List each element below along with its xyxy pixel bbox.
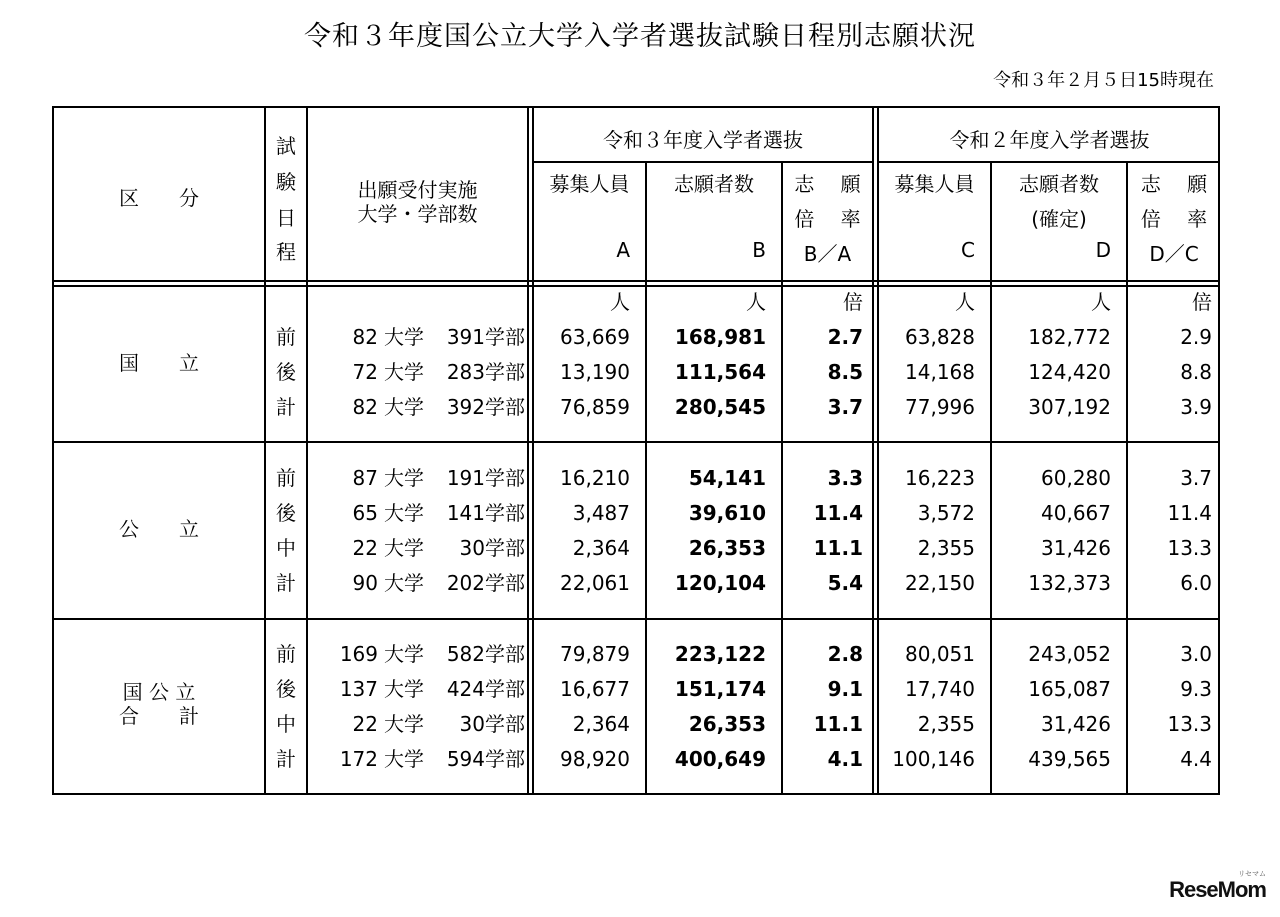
cell-dc: 4.4 [1180, 747, 1212, 771]
cell-daigaku-unit: 大学 [384, 501, 424, 525]
cell-d: 60,280 [1041, 466, 1111, 490]
header-r3-boshu-code: A [616, 238, 630, 262]
logo-text-b: Mom [1217, 877, 1266, 902]
cell-daigaku-unit: 大学 [384, 712, 424, 736]
header-r2-boshu: 募集人員 [894, 172, 975, 196]
cell-ba: 3.7 [827, 395, 863, 419]
section-label-total-2: 合 計 [119, 704, 199, 728]
cell-gakubu: 191 [446, 466, 485, 490]
cell-a: 79,879 [560, 642, 630, 666]
cell-gakubu-unit: 学部 [485, 395, 525, 419]
header-r3-shigan: 志願者数 [674, 172, 754, 196]
cell-gakubu: 202 [446, 571, 485, 595]
header-r3-group: 令和３年度入学者選抜 [603, 128, 803, 152]
cell-b: 168,981 [674, 325, 766, 349]
cell-dc: 11.4 [1167, 501, 1212, 525]
cell-gakubu-unit: 学部 [485, 677, 525, 701]
cell-b: 26,353 [688, 536, 766, 560]
cell-b: 120,104 [674, 571, 766, 595]
cell-b: 111,564 [674, 360, 766, 384]
cell-ba: 9.1 [827, 677, 863, 701]
cell-d: 243,052 [1028, 642, 1111, 666]
header-nittei-4: 程 [276, 240, 296, 264]
header-r2-boshu-code: C [961, 238, 975, 262]
cell-daigaku-unit: 大学 [384, 536, 424, 560]
cell-daigaku: 82 [352, 395, 378, 419]
header-nittei-3: 日 [276, 206, 296, 230]
cell-b: 223,122 [674, 642, 766, 666]
cell-daigaku: 72 [352, 360, 378, 384]
cell-daigaku: 87 [352, 466, 378, 490]
header-r3-bairitsu-2: 倍 率 [794, 207, 861, 231]
cell-gakubu: 424 [446, 677, 485, 701]
header-r2-bairitsu-2: 倍 率 [1140, 207, 1208, 231]
cell-daigaku: 90 [352, 571, 378, 595]
divider [54, 618, 1220, 620]
header-jisshi-2: 大学・学部数 [357, 202, 478, 226]
cell-gakubu: 594 [446, 747, 485, 771]
cell-b: 280,545 [674, 395, 766, 419]
cell-dc: 6.0 [1180, 571, 1212, 595]
cell-nittei: 計 [276, 395, 296, 419]
header-r3-bairitsu-1: 志 願 [794, 172, 861, 196]
cell-ba: 2.8 [827, 642, 863, 666]
divider [872, 108, 874, 793]
cell-gakubu: 392 [446, 395, 485, 419]
cell-c: 22,150 [905, 571, 975, 595]
cell-a: 2,364 [572, 712, 630, 736]
cell-gakubu: 141 [446, 501, 485, 525]
cell-ba: 11.4 [813, 501, 863, 525]
cell-daigaku-unit: 大学 [384, 360, 424, 384]
cell-ba: 5.4 [827, 571, 863, 595]
cell-c: 100,146 [892, 747, 975, 771]
cell-gakubu: 30 [459, 712, 485, 736]
cell-daigaku: 169 [339, 642, 378, 666]
divider [877, 161, 1220, 163]
cell-ba: 2.7 [827, 325, 863, 349]
cell-gakubu-unit: 学部 [485, 536, 525, 560]
cell-a: 22,061 [560, 571, 630, 595]
cell-daigaku-unit: 大学 [384, 642, 424, 666]
cell-a: 76,859 [560, 395, 630, 419]
cell-daigaku-unit: 大学 [384, 395, 424, 419]
cell-daigaku: 137 [339, 677, 378, 701]
cell-d: 124,420 [1028, 360, 1111, 384]
header-r2-group: 令和２年度入学者選抜 [949, 128, 1150, 152]
cell-nittei: 中 [276, 712, 296, 736]
header-r3-bairitsu-code: B／A [803, 242, 852, 266]
cell-dc: 13.3 [1167, 712, 1212, 736]
cell-gakubu-unit: 学部 [485, 747, 525, 771]
unit-nin: 人 [610, 290, 630, 314]
cell-c: 3,572 [917, 501, 975, 525]
header-r3-boshu: 募集人員 [549, 172, 630, 196]
header-r2-bairitsu-1: 志 願 [1140, 172, 1208, 196]
logo-tag: リセマム [1238, 871, 1266, 878]
header-nittei-1: 試 [276, 134, 296, 158]
cell-gakubu: 391 [446, 325, 485, 349]
cell-gakubu-unit: 学部 [485, 571, 525, 595]
cell-daigaku-unit: 大学 [384, 325, 424, 349]
cell-dc: 8.8 [1180, 360, 1212, 384]
cell-nittei: 前 [276, 325, 296, 349]
unit-bai: 倍 [843, 290, 863, 314]
header-kubun: 区 分 [119, 186, 199, 210]
cell-nittei: 後 [276, 360, 296, 384]
logo-text-a: Rese [1169, 877, 1218, 902]
cell-daigaku-unit: 大学 [384, 466, 424, 490]
cell-d: 40,667 [1041, 501, 1111, 525]
cell-nittei: 後 [276, 501, 296, 525]
cell-b: 26,353 [688, 712, 766, 736]
cell-daigaku: 65 [352, 501, 378, 525]
cell-gakubu-unit: 学部 [485, 642, 525, 666]
unit-nin: 人 [955, 290, 975, 314]
cell-d: 182,772 [1028, 325, 1111, 349]
cell-c: 2,355 [917, 536, 975, 560]
cell-nittei: 後 [276, 677, 296, 701]
cell-gakubu-unit: 学部 [485, 712, 525, 736]
header-jisshi-1: 出願受付実施 [357, 178, 478, 202]
cell-c: 17,740 [905, 677, 975, 701]
cell-c: 14,168 [905, 360, 975, 384]
cell-gakubu: 283 [446, 360, 485, 384]
cell-ba: 3.3 [827, 466, 863, 490]
cell-a: 2,364 [572, 536, 630, 560]
cell-a: 16,677 [560, 677, 630, 701]
cell-dc: 2.9 [1180, 325, 1212, 349]
cell-a: 13,190 [560, 360, 630, 384]
cell-ba: 8.5 [827, 360, 863, 384]
unit-nin: 人 [746, 290, 766, 314]
cell-daigaku: 82 [352, 325, 378, 349]
cell-c: 2,355 [917, 712, 975, 736]
cell-dc: 9.3 [1180, 677, 1212, 701]
cell-gakubu-unit: 学部 [485, 466, 525, 490]
cell-d: 31,426 [1041, 712, 1111, 736]
header-r2-shigan-code: D [1095, 238, 1111, 262]
divider [527, 108, 529, 793]
cell-a: 98,920 [560, 747, 630, 771]
cell-nittei: 前 [276, 466, 296, 490]
cell-dc: 3.9 [1180, 395, 1212, 419]
cell-d: 307,192 [1028, 395, 1111, 419]
cell-dc: 3.0 [1180, 642, 1212, 666]
header-r2-shigan: 志願者数 [1019, 172, 1099, 196]
cell-ba: 11.1 [813, 536, 863, 560]
cell-a: 3,487 [572, 501, 630, 525]
as-of-date: 令和３年２月５日15時現在 [993, 70, 1214, 91]
header-r3-shigan-code: B [752, 238, 766, 262]
cell-gakubu-unit: 学部 [485, 325, 525, 349]
section-label-total-1: 国 公 立 [122, 680, 196, 704]
header-r2-shigan-sub: (確定) [1031, 207, 1087, 231]
cell-b: 400,649 [674, 747, 766, 771]
cell-nittei: 計 [276, 571, 296, 595]
cell-c: 80,051 [905, 642, 975, 666]
cell-daigaku: 172 [339, 747, 378, 771]
cell-gakubu-unit: 学部 [485, 360, 525, 384]
cell-d: 31,426 [1041, 536, 1111, 560]
cell-gakubu: 582 [446, 642, 485, 666]
header-nittei-2: 験 [276, 170, 296, 194]
cell-c: 16,223 [905, 466, 975, 490]
cell-d: 165,087 [1028, 677, 1111, 701]
resemom-logo [1169, 871, 1266, 903]
unit-nin: 人 [1091, 290, 1111, 314]
divider [54, 280, 1220, 282]
cell-b: 54,141 [688, 466, 766, 490]
cell-gakubu: 30 [459, 536, 485, 560]
cell-a: 16,210 [560, 466, 630, 490]
cell-a: 63,669 [560, 325, 630, 349]
cell-nittei: 計 [276, 747, 296, 771]
cell-ba: 4.1 [827, 747, 863, 771]
cell-daigaku: 22 [352, 536, 378, 560]
application-status-table [52, 106, 1220, 795]
cell-b: 39,610 [688, 501, 766, 525]
page-title: 令和３年度国公立大学入学者選抜試験日程別志願状況 [304, 21, 976, 52]
cell-ba: 11.1 [813, 712, 863, 736]
cell-gakubu-unit: 学部 [485, 501, 525, 525]
cell-b: 151,174 [674, 677, 766, 701]
cell-c: 77,996 [905, 395, 975, 419]
cell-nittei: 前 [276, 642, 296, 666]
cell-c: 63,828 [905, 325, 975, 349]
cell-d: 439,565 [1028, 747, 1111, 771]
cell-dc: 3.7 [1180, 466, 1212, 490]
section-label-kokuritsu: 国 立 [119, 351, 199, 375]
divider [54, 441, 1220, 443]
header-r2-bairitsu-code: D／C [1149, 242, 1199, 266]
cell-daigaku-unit: 大学 [384, 571, 424, 595]
cell-d: 132,373 [1028, 571, 1111, 595]
cell-nittei: 中 [276, 536, 296, 560]
cell-daigaku: 22 [352, 712, 378, 736]
cell-dc: 13.3 [1167, 536, 1212, 560]
cell-daigaku-unit: 大学 [384, 747, 424, 771]
unit-bai: 倍 [1192, 290, 1212, 314]
divider [532, 161, 874, 163]
cell-daigaku-unit: 大学 [384, 677, 424, 701]
section-label-koritsu: 公 立 [119, 517, 199, 541]
